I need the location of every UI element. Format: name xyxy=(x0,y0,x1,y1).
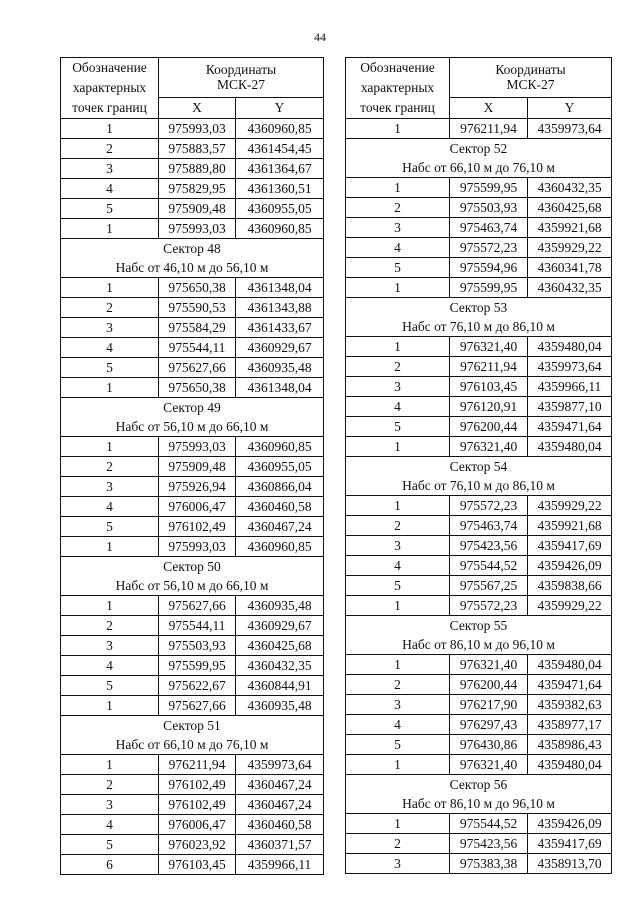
point-number: 1 xyxy=(61,119,159,139)
point-number: 5 xyxy=(61,199,159,219)
y-coordinate: 4358986,43 xyxy=(528,735,612,755)
y-coordinate: 4360935,48 xyxy=(236,358,324,378)
x-coordinate: 976120,91 xyxy=(450,397,528,417)
x-coordinate: 975599,95 xyxy=(450,278,528,298)
designation-line: характерных xyxy=(360,80,435,95)
x-coordinate: 975627,66 xyxy=(159,696,236,716)
y-coordinate: 4360432,35 xyxy=(528,278,612,298)
table-row xyxy=(61,795,324,815)
point-number: 2 xyxy=(61,457,159,477)
table-row xyxy=(346,397,612,417)
point-number: 5 xyxy=(61,517,159,537)
coordinates-line: МСК-27 xyxy=(506,77,555,93)
table-row xyxy=(61,636,324,656)
x-coordinate: 976103,45 xyxy=(159,855,236,875)
x-coordinate: 975599,95 xyxy=(159,656,236,676)
table-body-left xyxy=(61,119,324,875)
point-number: 4 xyxy=(61,656,159,676)
point-number: 1 xyxy=(61,755,159,775)
point-number: 2 xyxy=(346,198,450,218)
y-coordinate: 4360432,35 xyxy=(236,656,324,676)
x-coordinate: 975584,29 xyxy=(159,318,236,338)
sector-row xyxy=(61,716,324,736)
point-number: 4 xyxy=(61,338,159,358)
y-coordinate: 4359480,04 xyxy=(528,437,612,457)
point-number: 1 xyxy=(346,437,450,457)
y-coordinate: 4358977,17 xyxy=(528,715,612,735)
table-row xyxy=(61,179,324,199)
y-coordinate: 4360371,57 xyxy=(236,835,324,855)
table-row xyxy=(61,537,324,557)
point-number: 3 xyxy=(346,218,450,238)
height-range-row xyxy=(61,735,324,755)
y-coordinate: 4360960,85 xyxy=(236,119,324,139)
height-range-row xyxy=(61,417,324,437)
x-coordinate: 975572,23 xyxy=(450,496,528,516)
x-coordinate: 976102,49 xyxy=(159,775,236,795)
x-coordinate: 975544,11 xyxy=(159,616,236,636)
point-number: 5 xyxy=(346,735,450,755)
point-number: 4 xyxy=(346,397,450,417)
table-row xyxy=(346,119,612,139)
y-coordinate: 4359973,64 xyxy=(528,119,612,139)
x-coordinate: 976200,44 xyxy=(450,417,528,437)
x-coordinate: 975993,03 xyxy=(159,119,236,139)
point-number: 1 xyxy=(61,537,159,557)
y-coordinate: 4359921,68 xyxy=(528,516,612,536)
coordinates-header xyxy=(159,58,324,98)
point-number: 1 xyxy=(61,437,159,457)
y-coordinate: 4359838,66 xyxy=(528,576,612,596)
sector-title: Сектор 56 xyxy=(346,775,612,795)
y-coordinate: 4360960,85 xyxy=(236,219,324,239)
table-row xyxy=(346,834,612,854)
point-number: 3 xyxy=(61,636,159,656)
point-number: 1 xyxy=(61,696,159,716)
point-number: 3 xyxy=(61,318,159,338)
y-coordinate: 4359471,64 xyxy=(528,675,612,695)
y-coordinate: 4359426,09 xyxy=(528,556,612,576)
sector-title: Сектор 48 xyxy=(61,239,324,259)
table-row xyxy=(61,596,324,616)
table-row xyxy=(61,656,324,676)
y-coordinate: 4360460,58 xyxy=(236,497,324,517)
point-number: 5 xyxy=(61,676,159,696)
y-coordinate: 4359929,22 xyxy=(528,238,612,258)
x-coordinate: 976217,90 xyxy=(450,695,528,715)
height-range: Набс от 46,10 м до 56,10 м xyxy=(61,258,324,278)
y-coordinate: 4359973,64 xyxy=(528,357,612,377)
point-number: 5 xyxy=(61,358,159,378)
point-number: 6 xyxy=(61,855,159,875)
table-row xyxy=(61,318,324,338)
height-range: Набс от 56,10 м до 66,10 м xyxy=(61,576,324,596)
sector-title: Сектор 53 xyxy=(346,298,612,318)
point-number: 1 xyxy=(346,178,450,198)
y-coordinate: 4360467,24 xyxy=(236,775,324,795)
table-row xyxy=(61,616,324,636)
y-coordinate: 4359417,69 xyxy=(528,834,612,854)
table-row xyxy=(61,278,324,298)
point-number: 2 xyxy=(61,775,159,795)
table-row xyxy=(61,378,324,398)
x-coordinate: 975627,66 xyxy=(159,358,236,378)
point-number: 4 xyxy=(61,497,159,517)
y-coordinate: 4359929,22 xyxy=(528,496,612,516)
point-number: 3 xyxy=(61,795,159,815)
y-coordinate: 4360425,68 xyxy=(236,636,324,656)
x-coordinate: 975572,23 xyxy=(450,238,528,258)
table-row xyxy=(61,477,324,497)
x-coordinate: 975544,11 xyxy=(159,338,236,358)
y-coordinate: 4359382,63 xyxy=(528,695,612,715)
table-row xyxy=(346,258,612,278)
designation-line: точек границ xyxy=(360,100,435,115)
table-row xyxy=(346,437,612,457)
designation-line: характерных xyxy=(72,80,147,95)
table-row xyxy=(61,437,324,457)
y-coordinate: 4359480,04 xyxy=(528,755,612,775)
y-coordinate: 4359877,10 xyxy=(528,397,612,417)
point-number: 1 xyxy=(346,278,450,298)
point-number: 1 xyxy=(61,378,159,398)
y-coordinate: 4361360,51 xyxy=(236,179,324,199)
sector-row xyxy=(346,616,612,636)
table-row xyxy=(61,755,324,775)
height-range-row xyxy=(346,476,612,496)
x-coordinate: 976006,47 xyxy=(159,815,236,835)
x-coordinate: 975463,74 xyxy=(450,218,528,238)
x-coordinate: 975503,93 xyxy=(159,636,236,656)
sector-row xyxy=(346,298,612,318)
coordinates-line: Координаты xyxy=(205,62,277,78)
sector-title: Сектор 55 xyxy=(346,616,612,636)
designation-header xyxy=(346,58,450,119)
x-coordinate: 975883,57 xyxy=(159,139,236,159)
table-row xyxy=(346,715,612,735)
table-row xyxy=(346,337,612,357)
coordinates-line: Координаты xyxy=(495,62,566,78)
point-number: 4 xyxy=(346,556,450,576)
y-coordinate: 4360960,85 xyxy=(236,437,324,457)
point-number: 3 xyxy=(346,377,450,397)
point-number: 1 xyxy=(61,219,159,239)
sector-row xyxy=(346,457,612,477)
designation-line: точек границ xyxy=(72,100,147,115)
point-number: 5 xyxy=(346,417,450,437)
point-number: 2 xyxy=(346,516,450,536)
y-coordinate: 4360929,67 xyxy=(236,616,324,636)
point-number: 1 xyxy=(61,278,159,298)
table-row xyxy=(346,576,612,596)
point-number: 5 xyxy=(61,835,159,855)
x-coordinate: 976211,94 xyxy=(450,119,528,139)
height-range: Набс от 76,10 м до 86,10 м xyxy=(346,317,612,337)
table-row xyxy=(61,696,324,716)
table-row xyxy=(346,218,612,238)
point-number: 1 xyxy=(346,119,450,139)
table-row xyxy=(346,278,612,298)
point-number: 2 xyxy=(61,616,159,636)
x-coordinate: 976006,47 xyxy=(159,497,236,517)
sector-row xyxy=(346,139,612,159)
table-row xyxy=(346,178,612,198)
x-coordinate: 975926,94 xyxy=(159,477,236,497)
table-row xyxy=(346,496,612,516)
table-row xyxy=(346,596,612,616)
table-row xyxy=(61,139,324,159)
x-header: X xyxy=(159,97,236,118)
table-row xyxy=(346,695,612,715)
height-range: Набс от 56,10 м до 66,10 м xyxy=(61,417,324,437)
height-range: Набс от 86,10 м до 96,10 м xyxy=(346,635,612,655)
y-coordinate: 4361343,88 xyxy=(236,298,324,318)
y-coordinate: 4361454,45 xyxy=(236,139,324,159)
sector-row xyxy=(61,557,324,577)
table-row xyxy=(61,855,324,875)
table-row xyxy=(61,159,324,179)
y-coordinate: 4360341,78 xyxy=(528,258,612,278)
table-row xyxy=(61,338,324,358)
y-coordinate: 4358913,70 xyxy=(528,854,612,874)
y-coordinate: 4360467,24 xyxy=(236,517,324,537)
height-range-row xyxy=(346,158,612,178)
y-coordinate: 4360844,91 xyxy=(236,676,324,696)
y-coordinate: 4360460,58 xyxy=(236,815,324,835)
y-coordinate: 4359480,04 xyxy=(528,655,612,675)
sector-title: Сектор 50 xyxy=(61,557,324,577)
x-coordinate: 976023,92 xyxy=(159,835,236,855)
table-row xyxy=(61,676,324,696)
y-header: Y xyxy=(236,97,324,118)
designation-line: Обозначение xyxy=(360,60,435,75)
x-coordinate: 976321,40 xyxy=(450,755,528,775)
x-coordinate: 975622,67 xyxy=(159,676,236,696)
table-row xyxy=(346,675,612,695)
x-coordinate: 976297,43 xyxy=(450,715,528,735)
x-coordinate: 975993,03 xyxy=(159,219,236,239)
x-coordinate: 976102,49 xyxy=(159,517,236,537)
point-number: 1 xyxy=(346,814,450,834)
x-coordinate: 976200,44 xyxy=(450,675,528,695)
y-coordinate: 4359426,09 xyxy=(528,814,612,834)
x-coordinate: 976321,40 xyxy=(450,437,528,457)
table-row xyxy=(346,556,612,576)
table-row xyxy=(61,775,324,795)
coordinates-line: МСК-27 xyxy=(216,77,265,93)
height-range-row xyxy=(61,576,324,596)
sector-title: Сектор 52 xyxy=(346,139,612,159)
y-coordinate: 4361348,04 xyxy=(236,278,324,298)
y-coordinate: 4359471,64 xyxy=(528,417,612,437)
y-coordinate: 4360955,05 xyxy=(236,457,324,477)
table-row xyxy=(61,815,324,835)
y-coordinate: 4360955,05 xyxy=(236,199,324,219)
y-coordinate: 4359921,68 xyxy=(528,218,612,238)
coordinates-table-left xyxy=(60,57,324,875)
x-coordinate: 975463,74 xyxy=(450,516,528,536)
sector-row xyxy=(346,775,612,795)
table-row xyxy=(346,516,612,536)
x-coordinate: 975572,23 xyxy=(450,596,528,616)
point-number: 4 xyxy=(346,715,450,735)
table-row xyxy=(61,119,324,139)
point-number: 3 xyxy=(61,477,159,497)
x-coordinate: 975567,25 xyxy=(450,576,528,596)
table-row xyxy=(346,357,612,377)
point-number: 1 xyxy=(346,337,450,357)
point-number: 2 xyxy=(61,298,159,318)
x-coordinate: 975503,93 xyxy=(450,198,528,218)
x-coordinate: 976211,94 xyxy=(450,357,528,377)
point-number: 5 xyxy=(346,576,450,596)
y-header: Y xyxy=(528,97,612,118)
x-coordinate: 975594,96 xyxy=(450,258,528,278)
y-coordinate: 4361364,67 xyxy=(236,159,324,179)
height-range: Набс от 66,10 м до 76,10 м xyxy=(61,735,324,755)
point-number: 1 xyxy=(61,596,159,616)
y-coordinate: 4361433,67 xyxy=(236,318,324,338)
point-number: 2 xyxy=(346,834,450,854)
x-coordinate: 975829,95 xyxy=(159,179,236,199)
x-coordinate: 975423,56 xyxy=(450,536,528,556)
x-coordinate: 975544,52 xyxy=(450,556,528,576)
y-coordinate: 4360432,35 xyxy=(528,178,612,198)
height-range-row xyxy=(346,317,612,337)
height-range: Набс от 76,10 м до 86,10 м xyxy=(346,476,612,496)
point-number: 2 xyxy=(346,357,450,377)
point-number: 2 xyxy=(61,139,159,159)
table-row xyxy=(346,198,612,218)
table-row xyxy=(346,854,612,874)
point-number: 3 xyxy=(61,159,159,179)
table-body-right xyxy=(346,119,612,874)
height-range-row xyxy=(346,794,612,814)
table-row xyxy=(346,814,612,834)
y-coordinate: 4359966,11 xyxy=(528,377,612,397)
x-coordinate: 975909,48 xyxy=(159,457,236,477)
height-range-row xyxy=(346,635,612,655)
point-number: 5 xyxy=(346,258,450,278)
x-coordinate: 975650,38 xyxy=(159,278,236,298)
table-row xyxy=(346,417,612,437)
coordinates-header xyxy=(450,58,612,98)
x-header: X xyxy=(450,97,528,118)
y-coordinate: 4360425,68 xyxy=(528,198,612,218)
table-row xyxy=(346,536,612,556)
point-number: 3 xyxy=(346,695,450,715)
x-coordinate: 975993,03 xyxy=(159,437,236,457)
table-row xyxy=(61,517,324,537)
table-row xyxy=(61,199,324,219)
x-coordinate: 975423,56 xyxy=(450,834,528,854)
point-number: 1 xyxy=(346,596,450,616)
x-coordinate: 976430,86 xyxy=(450,735,528,755)
table-row xyxy=(346,735,612,755)
y-coordinate: 4359973,64 xyxy=(236,755,324,775)
table-row xyxy=(61,457,324,477)
table-row xyxy=(61,358,324,378)
page-number: 44 xyxy=(314,30,326,44)
x-coordinate: 975889,80 xyxy=(159,159,236,179)
point-number: 4 xyxy=(61,179,159,199)
sector-row xyxy=(61,239,324,259)
y-coordinate: 4361348,04 xyxy=(236,378,324,398)
point-number: 3 xyxy=(346,536,450,556)
y-coordinate: 4360467,24 xyxy=(236,795,324,815)
point-number: 1 xyxy=(346,496,450,516)
y-coordinate: 4359417,69 xyxy=(528,536,612,556)
y-coordinate: 4360960,85 xyxy=(236,537,324,557)
x-coordinate: 975909,48 xyxy=(159,199,236,219)
x-coordinate: 975650,38 xyxy=(159,378,236,398)
y-coordinate: 4359929,22 xyxy=(528,596,612,616)
table-row xyxy=(346,755,612,775)
x-coordinate: 975627,66 xyxy=(159,596,236,616)
height-range: Набс от 86,10 м до 96,10 м xyxy=(346,794,612,814)
sector-title: Сектор 51 xyxy=(61,716,324,736)
sector-title: Сектор 54 xyxy=(346,457,612,477)
table-row xyxy=(61,298,324,318)
y-coordinate: 4360935,48 xyxy=(236,596,324,616)
x-coordinate: 976102,49 xyxy=(159,795,236,815)
sector-row xyxy=(61,398,324,418)
x-coordinate: 976211,94 xyxy=(159,755,236,775)
y-coordinate: 4360935,48 xyxy=(236,696,324,716)
point-number: 4 xyxy=(346,238,450,258)
designation-header xyxy=(61,58,159,119)
height-range: Набс от 66,10 м до 76,10 м xyxy=(346,158,612,178)
table-row xyxy=(61,835,324,855)
y-coordinate: 4360929,67 xyxy=(236,338,324,358)
y-coordinate: 4359480,04 xyxy=(528,337,612,357)
table-row xyxy=(61,219,324,239)
y-coordinate: 4359966,11 xyxy=(236,855,324,875)
x-coordinate: 976103,45 xyxy=(450,377,528,397)
x-coordinate: 975590,53 xyxy=(159,298,236,318)
x-coordinate: 975599,95 xyxy=(450,178,528,198)
x-coordinate: 975993,03 xyxy=(159,537,236,557)
point-number: 1 xyxy=(346,655,450,675)
table-row xyxy=(346,238,612,258)
point-number: 1 xyxy=(346,755,450,775)
designation-line: Обозначение xyxy=(72,60,147,75)
x-coordinate: 976321,40 xyxy=(450,655,528,675)
table-row xyxy=(346,655,612,675)
x-coordinate: 975383,38 xyxy=(450,854,528,874)
point-number: 3 xyxy=(346,854,450,874)
y-coordinate: 4360866,04 xyxy=(236,477,324,497)
height-range-row xyxy=(61,258,324,278)
sector-title: Сектор 49 xyxy=(61,398,324,418)
coordinates-table-right xyxy=(345,57,612,874)
point-number: 2 xyxy=(346,675,450,695)
x-coordinate: 976321,40 xyxy=(450,337,528,357)
point-number: 4 xyxy=(61,815,159,835)
x-coordinate: 975544,52 xyxy=(450,814,528,834)
table-row xyxy=(346,377,612,397)
table-row xyxy=(61,497,324,517)
